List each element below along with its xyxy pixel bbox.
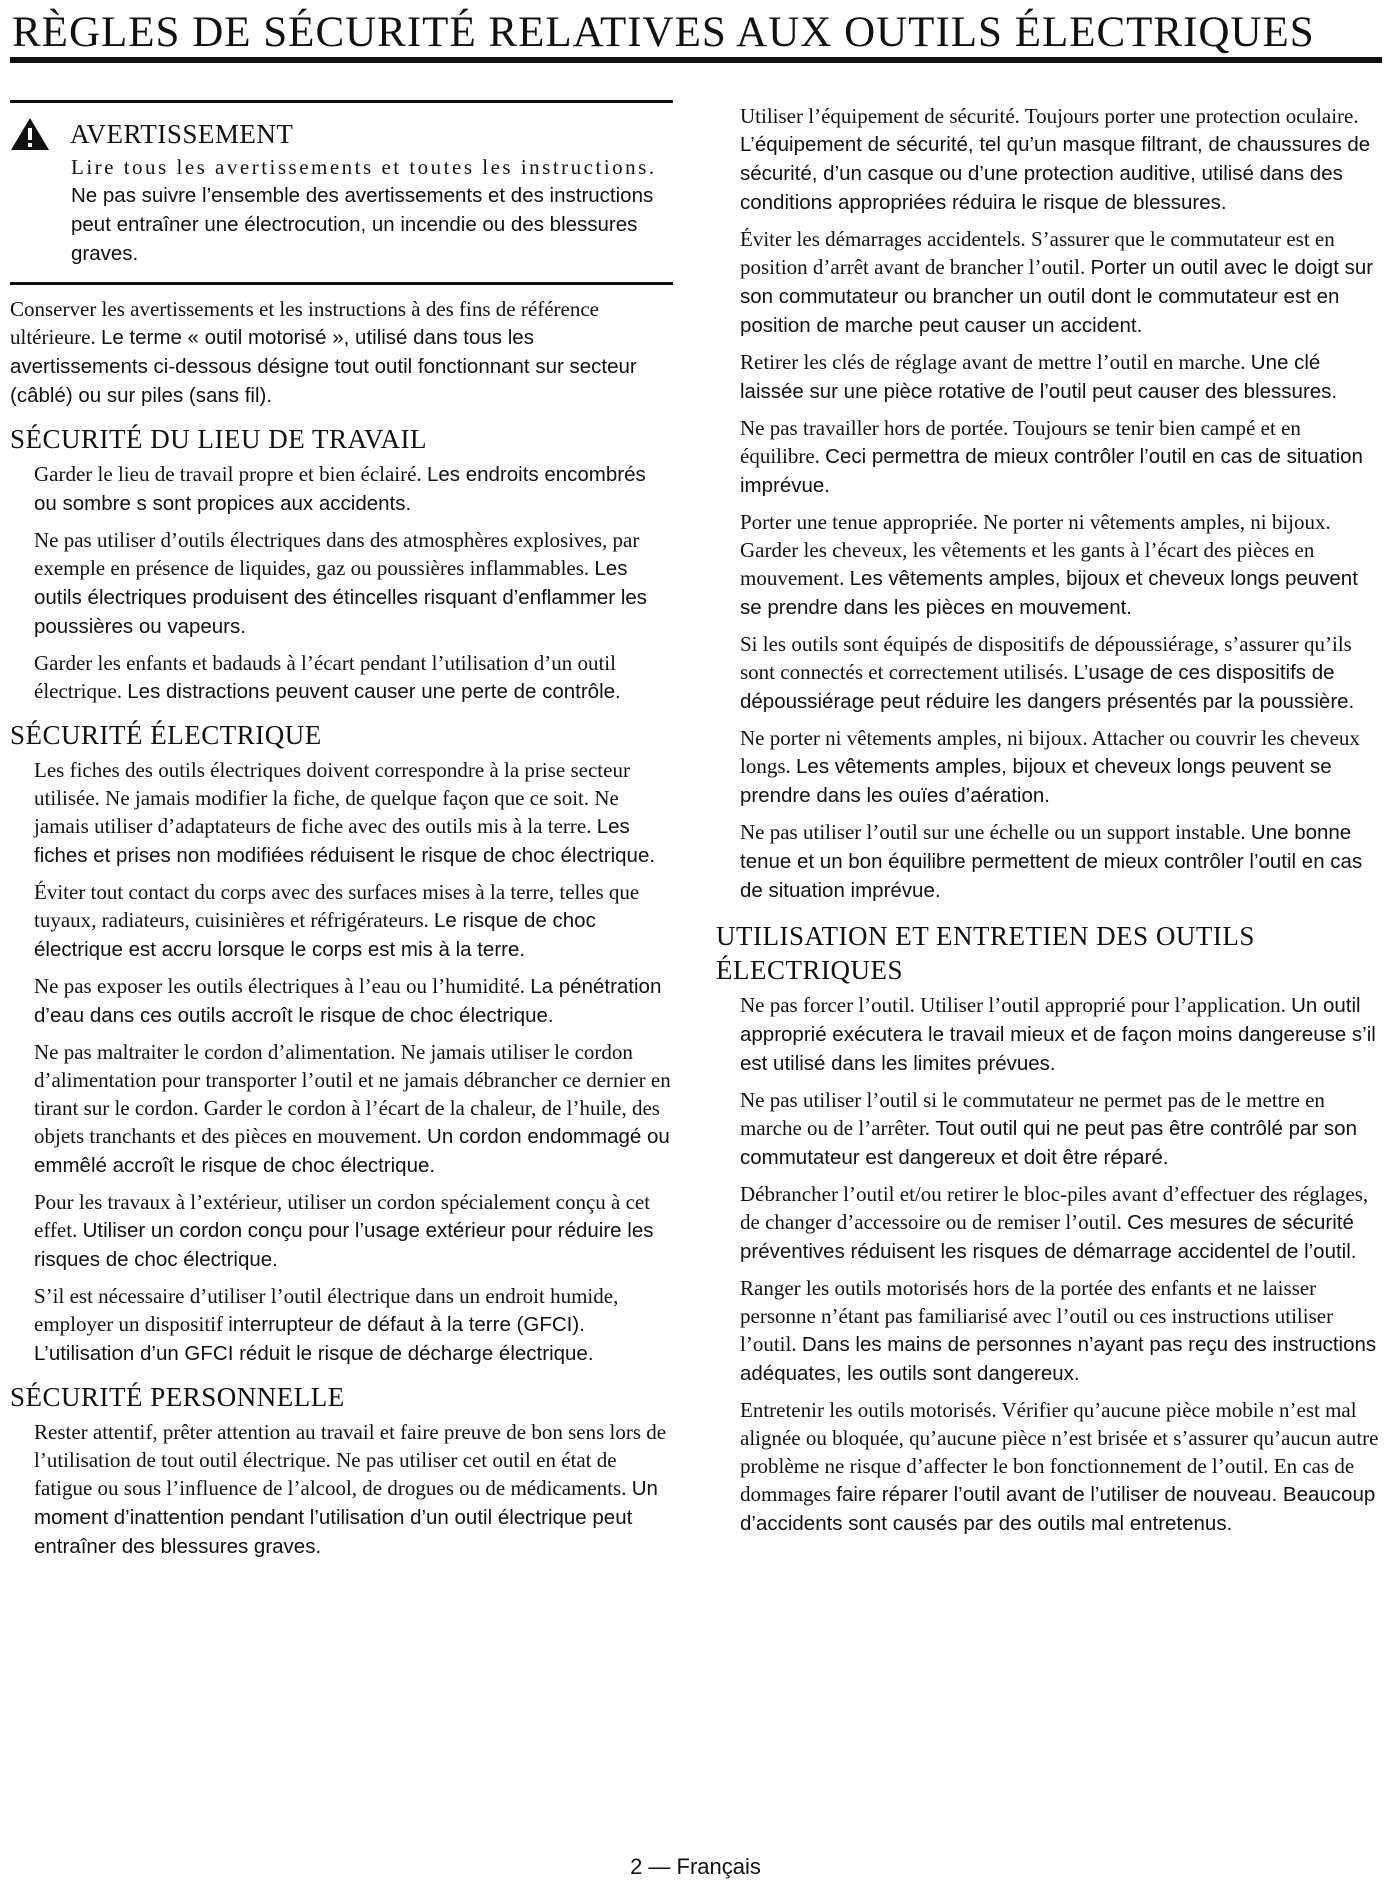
workplace-item-3-sans: Les distractions peuvent causer une perte de contrôle. [127, 680, 621, 703]
section-heading-workplace: SÉCURITÉ DU LIEU DE TRAVAIL [10, 424, 427, 454]
electrical-item-1-serif: Les fiches des outils électriques doivent correspondre à la prise secteur utilisée. Ne jamais modifier la fiche, de quelque façon que ce soit. Ne jamais utiliser d’adaptateurs de fiche avec des outils mis à la terre. [34, 758, 630, 838]
electrical-item-4-serif: Ne pas maltraiter le cordon d’alimentation. Ne jamais utiliser le cordon d’alimentation pour transporter l’outil et ne jamais débrancher ce dernier en tirant sur le cordon. Garder le cordon à l’écart de la chaleur, de l’huile, des objets tranchants et des pièces en mouvement. [34, 1040, 671, 1148]
intro-sans: Le terme « outil motorisé », utilisé dans tous les avertissements ci-dessous désigne tout outil fonctionnant sur secteur (câblé) ou sur piles (sans fil). [10, 326, 637, 407]
personal-item-8 [716, 724, 1381, 810]
tool-use-item-4-serif: Ranger les outils motorisés hors de la portée des enfants et ne laisser personne n’étant pas familiarisé avec l’outil ou ces instructions utiliser l’outil. [740, 1276, 1334, 1356]
personal-item-6 [716, 508, 1381, 622]
warning-triangle-icon [10, 117, 50, 151]
personal-item-3-sans: Porter un outil avec le doigt sur son commutateur ou brancher un outil dont le commutateur est en position de marche peut causer un accident. [740, 256, 1374, 337]
electrical-item-6-sans: interrupteur de défaut à la terre (GFCI). L’utilisation d’un GFCI réduit le risque de décharge électrique. [34, 1313, 594, 1365]
tool-use-item-1-sans: Un outil approprié exécutera le travail mieux et de façon moins dangereuse s’il est utilisé dans les limites prévues. [740, 994, 1376, 1075]
intro-paragraph [10, 295, 673, 410]
page-title: RÈGLES DE SÉCURITÉ RELATIVES AUX OUTILS ÉLECTRIQUES [12, 9, 1315, 56]
warning-box [10, 100, 673, 285]
personal-item-3-serif: Éviter les démarrages accidentels. S’assurer que le commutateur est en position d’arrêt avant de brancher l’outil. [740, 227, 1335, 279]
workplace-item-3 [10, 649, 673, 706]
tool-use-item-5-serif: Entretenir les outils motorisés. Vérifier qu’aucune pièce mobile n’est mal alignée ou bloquée, qu’aucune pièce n’est brisée et s’assurer qu’aucun autre problème ne risque d’affecter le bon fonctionnement de l’outil. En cas de dommages [740, 1398, 1379, 1506]
intro-serif: Conserver les avertissements et les instructions à des fins de référence ultérieure. [10, 297, 599, 349]
warning-text [10, 153, 673, 268]
tool-use-item-3-serif: Débrancher l’outil et/ou retirer le bloc-piles avant d’effectuer des réglages, de changer d’accessoire ou de remiser l’outil. [740, 1182, 1369, 1234]
personal-item-4-sans: Une clé laissée sur une pièce rotative de l’outil peut causer des blessures. [740, 351, 1338, 403]
workplace-item-3-serif: Garder les enfants et badauds à l’écart pendant l’utilisation d’un outil électrique. [34, 651, 616, 703]
page-footer: 2 — Français [630, 1854, 761, 1879]
workplace-item-2-sans: Les outils électriques produisent des étincelles risquant d’enflammer les poussières ou vapeurs. [34, 557, 648, 638]
warning-heading: AVERTISSEMENT [70, 118, 294, 149]
personal-item-4 [716, 348, 1381, 406]
personal-item-4-serif: Retirer les clés de réglage avant de mettre l’outil en marche. [740, 350, 1246, 374]
tool-use-item-3-sans: Ces mesures de sécurité préventives réduisent les risques de démarrage accidentel de l’outil. [740, 1211, 1357, 1263]
tool-use-item-2-serif: Ne pas utiliser l’outil si le commutateur ne permet pas de le mettre en marche ou de l’arrêter. [740, 1088, 1325, 1140]
right-column [716, 102, 1381, 1538]
tool-use-item-5-sans: faire réparer l’outil avant de l’utiliser de nouveau. Beaucoup d’accidents sont causés par des outils mal entretenus. [740, 1483, 1376, 1535]
section-heading-electrical: SÉCURITÉ ÉLECTRIQUE [10, 720, 322, 750]
tool-use-item-1-serif: Ne pas forcer l’outil. Utiliser l’outil approprié pour l’application. [740, 993, 1286, 1017]
personal-item-9-serif: Ne pas utiliser l’outil sur une échelle ou un support instable. [740, 820, 1246, 844]
workplace-item-1-sans: Les endroits encombrés ou sombre s sont propices aux accidents. [34, 463, 646, 515]
electrical-item-2 [10, 878, 673, 964]
tool-use-item-2-sans: Tout outil qui ne peut pas être contrôlé par son commutateur est dangereux et doit être réparé. [740, 1117, 1357, 1169]
warning-header [10, 117, 673, 151]
electrical-item-1 [10, 756, 673, 870]
personal-item-2-sans: L’équipement de sécurité, tel qu’un masque filtrant, de chaussures de sécurité, d’un casque ou d’une protection auditive, utilisé dans des conditions appropriées réduira le risque de blessures. [740, 133, 1371, 214]
electrical-item-2-sans: Le risque de choc électrique est accru lorsque le corps est mis à la terre. [34, 909, 596, 961]
personal-item-1-sans: Un moment d’inattention pendant l’utilisation d’un outil électrique peut entraîner des blessures graves. [34, 1477, 658, 1558]
personal-item-1 [10, 1418, 673, 1561]
personal-item-9-sans: Une bonne tenue et un bon équilibre permettent de mieux contrôler l’outil en cas de situation imprévue. [740, 821, 1363, 902]
personal-item-5 [716, 414, 1381, 500]
personal-item-7-serif: Si les outils sont équipés de dispositifs de dépoussiérage, s’assurer qu’ils sont connectés et correctement utilisés. [740, 632, 1352, 684]
personal-item-6-serif: Porter une tenue appropriée. Ne porter ni vêtements amples, ni bijoux. Garder les cheveux, les vêtements et les gants à l’écart des pièces en mouvement. [740, 510, 1331, 590]
electrical-item-3-sans: La pénétration d’eau dans ces outils accroît le risque de choc électrique. [34, 975, 662, 1027]
tool-use-item-3 [716, 1180, 1381, 1266]
personal-item-5-serif: Ne pas travailler hors de portée. Toujours se tenir bien campé et en équilibre. [740, 416, 1301, 468]
electrical-item-2-serif: Éviter tout contact du corps avec des surfaces mises à la terre, telles que tuyaux, radiateurs, cuisinières et réfrigérateurs. [34, 880, 640, 932]
personal-item-6-sans: Les vêtements amples, bijoux et cheveux longs peuvent se prendre dans les pièces en mouvement. [740, 567, 1358, 619]
personal-item-8-sans: Les vêtements amples, bijoux et cheveux longs peuvent se prendre dans les ouïes d’aération. [740, 755, 1332, 807]
personal-item-7-sans: L’usage de ces dispositifs de dépoussiérage peut réduire les dangers présentés par la poussière. [740, 661, 1355, 713]
tool-use-item-1 [716, 991, 1381, 1078]
electrical-item-5-serif: Pour les travaux à l’extérieur, utiliser un cordon spécialement conçu à cet effet. [34, 1190, 651, 1242]
section-heading-personal: SÉCURITÉ PERSONNELLE [10, 1382, 345, 1412]
electrical-item-3-serif: Ne pas exposer les outils électriques à l’eau ou l’humidité. [34, 974, 526, 998]
tool-use-item-4-sans: Dans les mains de personnes n’ayant pas reçu des instructions adéquates, les outils sont dangereux. [740, 1333, 1377, 1385]
electrical-item-5 [10, 1188, 673, 1274]
workplace-item-2-serif: Ne pas utiliser d’outils électriques dans des atmosphères explosives, par exemple en présence de liquides, gaz ou poussières inflammables. [34, 528, 640, 580]
warning-text-serif: Lire tous les avertissements et toutes les instructions. [71, 155, 657, 179]
electrical-item-6 [10, 1282, 673, 1368]
personal-item-3 [716, 225, 1381, 340]
electrical-item-4-sans: Un cordon endommagé ou emmêlé accroît le risque de choc électrique. [34, 1125, 670, 1177]
personal-item-7 [716, 630, 1381, 716]
personal-item-9 [716, 818, 1381, 905]
left-column [10, 100, 673, 1561]
electrical-item-5-sans: Utiliser un cordon conçu pour l’usage extérieur pour réduire les risques de choc électrique. [34, 1219, 654, 1271]
electrical-item-3 [10, 972, 673, 1030]
workplace-item-2 [10, 526, 673, 641]
electrical-item-6-serif: S’il est nécessaire d’utiliser l’outil électrique dans un endroit humide, employer un dispositif [34, 1284, 619, 1336]
personal-item-5-sans: Ceci permettra de mieux contrôler l’outil en cas de situation imprévue. [740, 445, 1363, 497]
personal-item-8-serif: Ne porter ni vêtements amples, ni bijoux. Attacher ou couvrir les cheveux longs. [740, 726, 1360, 778]
title-underline [10, 57, 1382, 63]
personal-item-2 [716, 102, 1381, 217]
section-heading-tool-use: UTILISATION ET ENTRETIEN DES OUTILS ÉLECTRIQUES [716, 921, 1255, 985]
personal-item-2-serif: Utiliser l’équipement de sécurité. Toujours porter une protection oculaire. [740, 104, 1359, 128]
tool-use-item-2 [716, 1086, 1381, 1172]
tool-use-item-4 [716, 1274, 1381, 1388]
personal-item-1-serif: Rester attentif, prêter attention au travail et faire preuve de bon sens lors de l’utilisation de tout outil électrique. Ne pas utiliser cet outil en état de fatigue ou sous l’influence de l’alcool, de drogues ou de médicaments. [34, 1420, 667, 1500]
electrical-item-1-sans: Les fiches et prises non modifiées réduisent le risque de choc électrique. [34, 815, 656, 867]
workplace-item-1-serif: Garder le lieu de travail propre et bien éclairé. [34, 462, 422, 486]
electrical-item-4 [10, 1038, 673, 1180]
tool-use-item-5 [716, 1396, 1381, 1538]
warning-text-sans: Ne pas suivre l’ensemble des avertissements et des instructions peut entraîner une électrocution, un incendie ou des blessures graves. [71, 184, 654, 265]
workplace-item-1 [10, 460, 673, 518]
